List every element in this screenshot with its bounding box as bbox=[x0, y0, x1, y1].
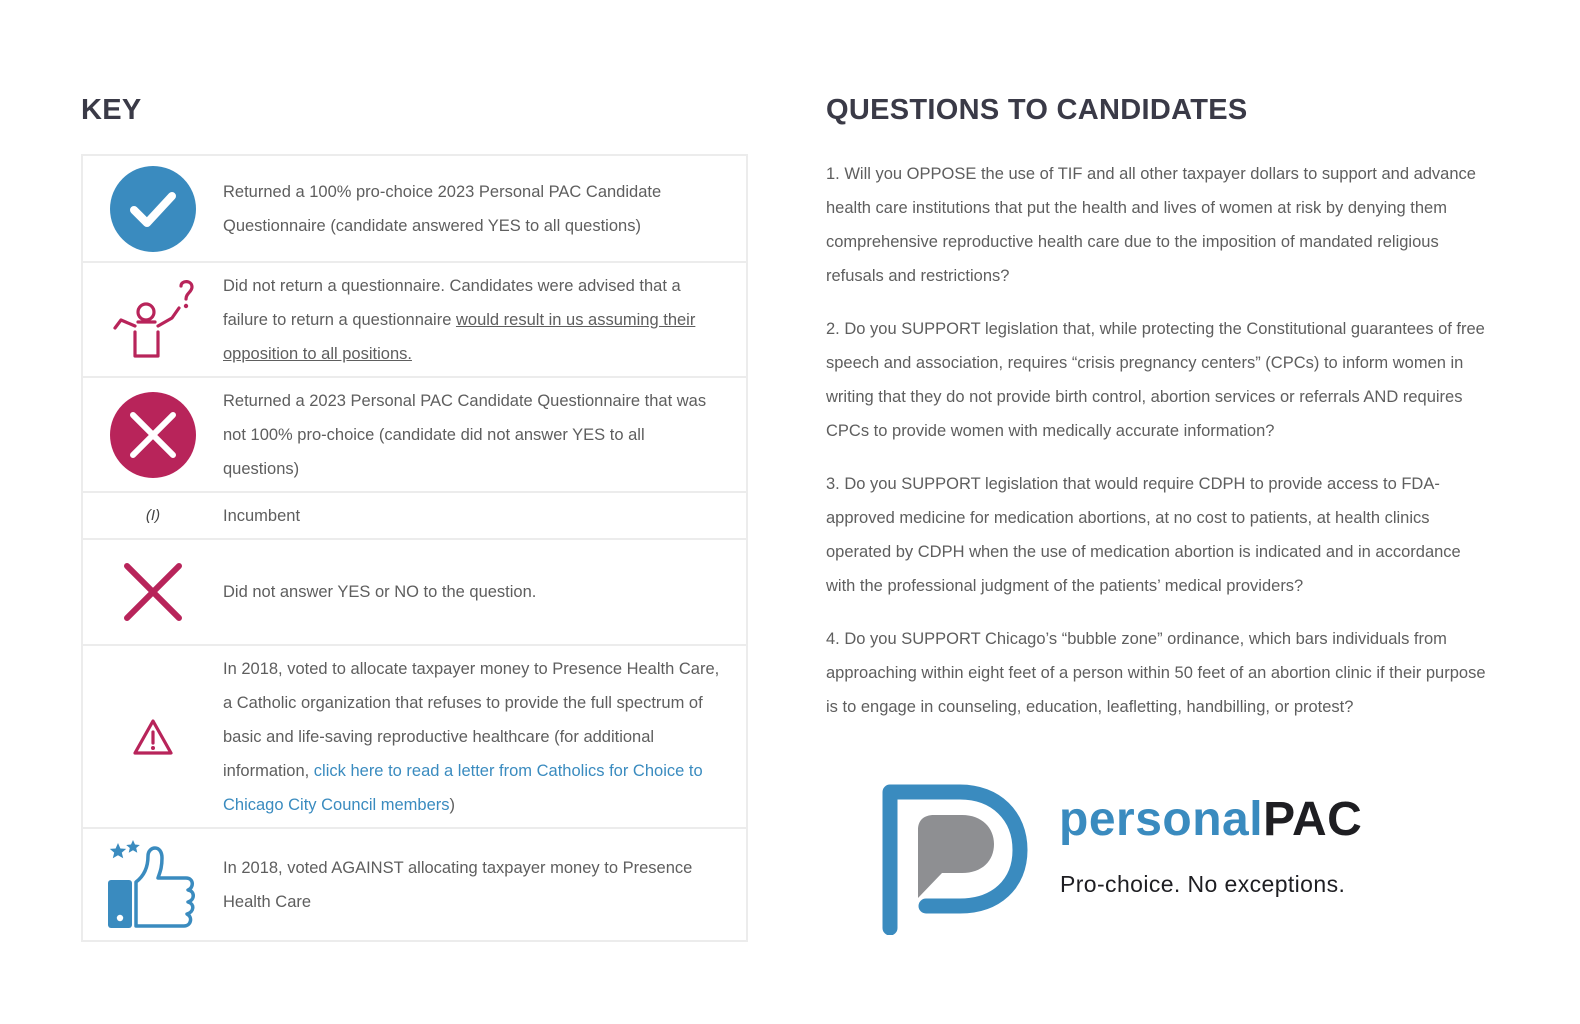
question-3: 3. Do you SUPPORT legislation that would require CDPH to provide access to FDA-approved medicine for medication abortions, at no cost to patients, at health clinics operated by CDPH when the use of medication abortion is indicated and in accordance with the professional judgment of the patients’ medical providers? bbox=[826, 475, 1461, 595]
key-heading: KEY bbox=[81, 94, 142, 126]
key-row-text: Incumbent bbox=[223, 506, 301, 525]
key-row-no-return bbox=[83, 261, 746, 376]
thumbs-up-icon bbox=[83, 838, 223, 932]
key-section bbox=[81, 92, 748, 911]
logo-name-pac: PAC bbox=[1263, 793, 1363, 846]
warning-icon bbox=[83, 718, 223, 756]
key-row-not-full-pro-choice bbox=[83, 376, 746, 491]
funding-text: In 2018, voted to allocate taxpayer money to Presence Health Care, a Catholic organization that refuses to provide the full spectrum of basic and life-saving reproductive healthcare (for additional information, bbox=[223, 659, 720, 780]
personal-pac-logo bbox=[882, 780, 1382, 935]
key-row-voted-for-funding bbox=[83, 644, 746, 827]
logo-p-mark-icon bbox=[882, 780, 1032, 935]
question-4: 4. Do you SUPPORT Chicago’s “bubble zone” ordinance, which bars individuals from approaching within eight feet of a person within 50 feet of an abortion clinic if their purpose is to engage in counseling, education, leafletting, handbilling, or protest? bbox=[826, 630, 1486, 716]
key-row-text: Returned a 2023 Personal PAC Candidate Questionnaire that was not 100% pro-choice (candidate did not answer YES to all questions) bbox=[223, 391, 707, 478]
logo-tagline: Pro-choice. No exceptions. bbox=[1060, 871, 1346, 897]
questions-section bbox=[826, 92, 1490, 743]
key-row-text: Returned a 100% pro-choice 2023 Personal PAC Candidate Questionnaire (candidate answered YES to all questions) bbox=[223, 182, 662, 235]
questions-heading: QUESTIONS TO CANDIDATES bbox=[826, 94, 1248, 126]
funding-text-suffix: ) bbox=[449, 795, 455, 814]
checkmark-circle-icon bbox=[83, 165, 223, 253]
key-row-text: In 2018, voted AGAINST allocating taxpayer money to Presence Health Care bbox=[223, 858, 693, 911]
logo-name-personal: personal bbox=[1059, 793, 1264, 846]
key-row-incumbent bbox=[83, 491, 746, 538]
logo-wordmark bbox=[1059, 790, 1362, 850]
incumbent-marker: (I) bbox=[145, 507, 161, 524]
key-row-text bbox=[223, 652, 746, 822]
key-row-no-answer bbox=[83, 538, 746, 644]
confused-person-icon bbox=[83, 278, 223, 362]
key-row-text: Did not answer YES or NO to the question. bbox=[223, 583, 537, 601]
no-return-underlined-text: would result in us assuming their opposition to all positions. bbox=[223, 310, 696, 363]
x-mark-icon bbox=[83, 562, 223, 622]
key-row-text bbox=[223, 269, 746, 371]
catholics-letter-link[interactable]: click here to read a letter from Catholics for Choice to Chicago City Council members bbox=[223, 761, 703, 814]
x-circle-icon bbox=[83, 391, 223, 479]
no-return-text: Did not return a questionnaire. Candidates were advised that a failure to return a questionnaire bbox=[223, 276, 681, 329]
question-2: 2. Do you SUPPORT legislation that, while protecting the Constitutional guarantees of free speech and association, requires “crisis pregnancy centers” (CPCs) to inform women in writing that they do not provide birth control, abortion services or referrals AND requires CPCs to provide women with medically accurate information? bbox=[826, 320, 1485, 440]
questions-list bbox=[826, 157, 1490, 724]
key-table bbox=[81, 154, 748, 942]
question-1: 1. Will you OPPOSE the use of TIF and all other taxpayer dollars to support and advance health care institutions that put the health and lives of women at risk by denying them comprehensive reproductive health care due to the imposition of mandated religious refusals and restrictions? bbox=[826, 165, 1476, 285]
key-row-voted-against-funding bbox=[83, 827, 746, 940]
key-row-full-pro-choice bbox=[83, 156, 746, 261]
